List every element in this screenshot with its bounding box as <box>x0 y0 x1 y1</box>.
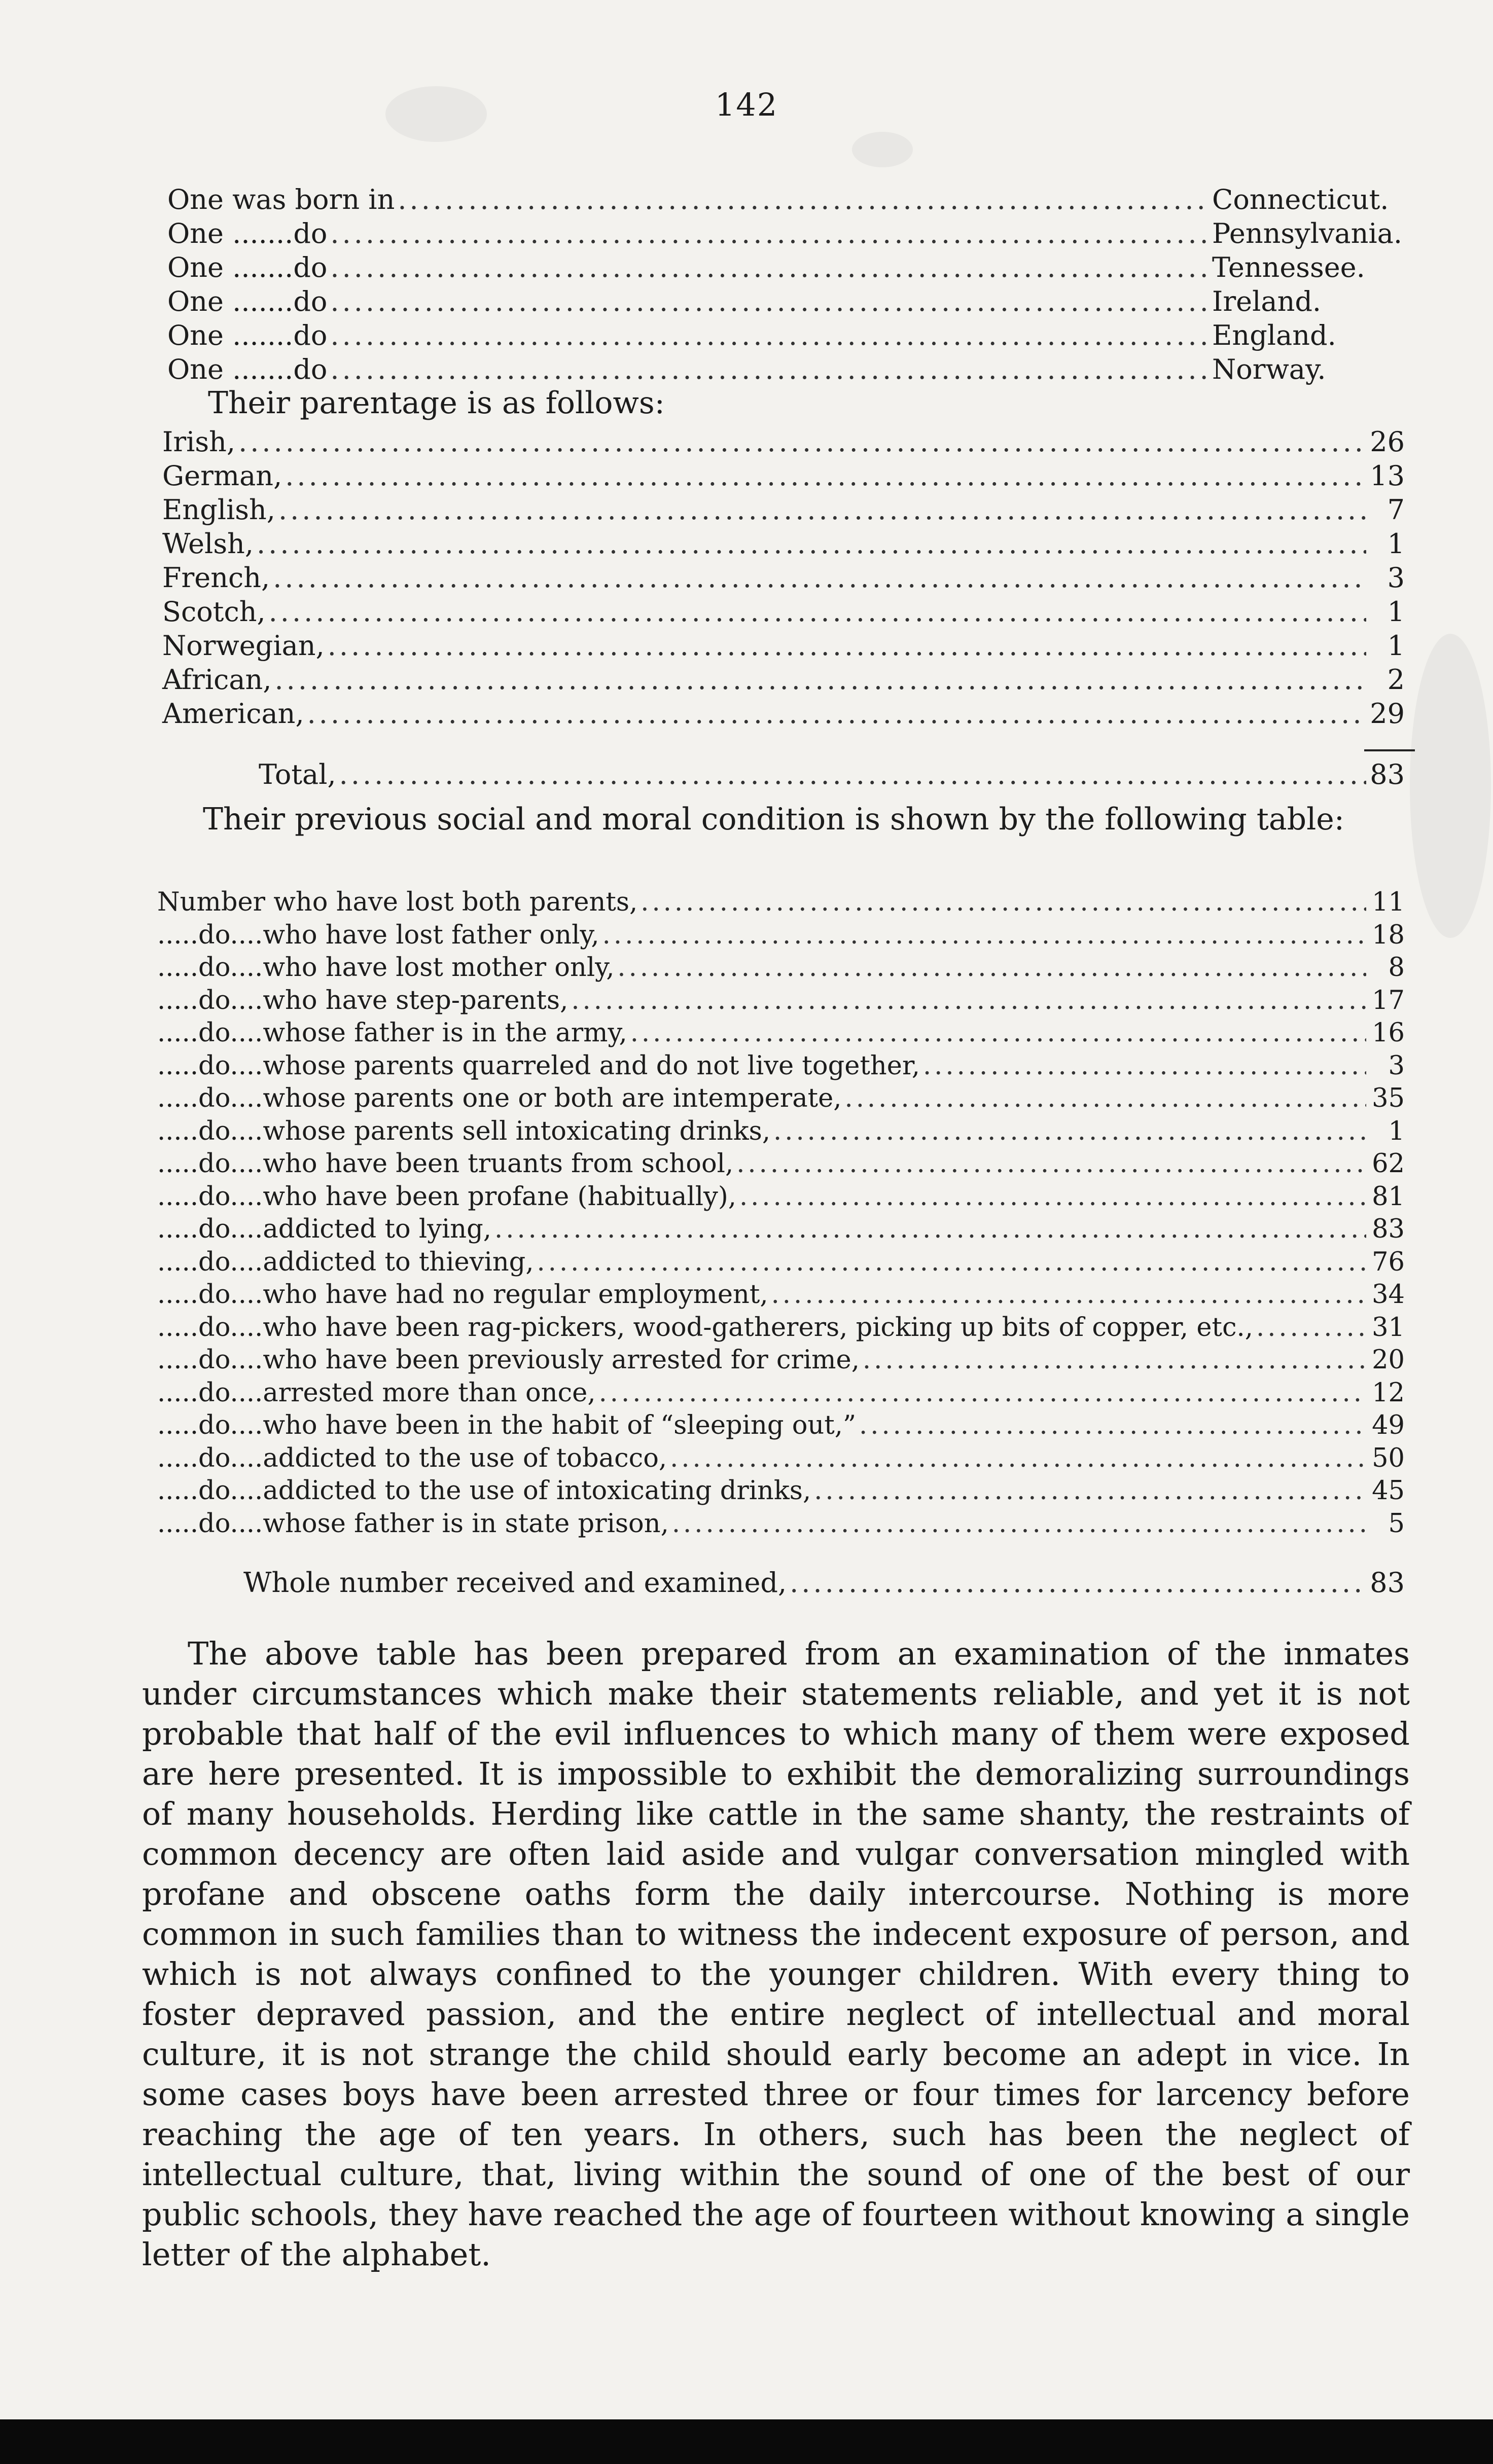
birthplace-row <box>167 250 1405 284</box>
row-value: 26 <box>1370 426 1405 458</box>
dot-leader <box>771 1279 1366 1312</box>
row-value: 83 <box>1372 1214 1405 1244</box>
row-label: .....do....who have been rag-pickers, wood-gatherers, picking up bits of copper, etc., <box>157 1312 1253 1343</box>
social-condition-table <box>157 886 1405 1540</box>
dot-leader <box>278 493 1366 527</box>
row-value: 1 <box>1387 596 1405 628</box>
row-value: 17 <box>1372 985 1405 1016</box>
condition-row <box>157 1377 1405 1410</box>
row-label: One was born in <box>167 184 395 215</box>
body-paragraph: The above table has been prepared from an examination of the inmates under circumstances which make their statements reliable, and yet it is not probable that half of the evil influences to which many of them were exposed are here presented. It is impossible to exhibit the demoralizing surroundings of many households. Herding like cattle in the same shanty, the restraints of common decency are often laid aside and vulgar conversation mingled with profane and obscene oaths form the daily intercourse. Nothing is more common in such families than to witness the indecent exposure of person, and which is not always confined to the younger children. With every thing to foster depraved passion, and the entire neglect of intellectual and moral culture, it is not strange the child should early become an adept in vice. In some cases boys have been arrested three or four times for larcency before reaching the age of ten years. In others, such has been the neglect of intellectual culture, that, living within the sound of one of the best of our public schools, they have reached the age of fourteen without knowing a single letter of the alphabet. <box>142 1635 1410 2273</box>
row-value: 3 <box>1387 562 1405 594</box>
dot-leader <box>328 629 1366 663</box>
row-label: .....do....addicted to the use of intoxicating drinks, <box>157 1476 811 1506</box>
row-label: .....do....addicted to thieving, <box>157 1247 534 1277</box>
row-label: One .......do <box>167 218 328 249</box>
condition-row <box>157 1508 1405 1541</box>
dot-leader <box>330 216 1209 250</box>
condition-row <box>157 1017 1405 1050</box>
row-label: .....do....arrested more than once, <box>157 1378 596 1408</box>
row-label: .....do....who have been truants from school, <box>157 1149 734 1179</box>
row-value: 12 <box>1372 1378 1405 1408</box>
dot-leader <box>599 1377 1366 1410</box>
row-value: 1 <box>1387 528 1405 560</box>
dot-leader <box>398 183 1209 216</box>
row-label: .....do....who have step-parents, <box>157 985 568 1016</box>
row-value: 50 <box>1372 1443 1405 1473</box>
condition-row <box>157 1213 1405 1246</box>
parentage-row <box>162 663 1405 697</box>
row-label: .....do....whose parents sell intoxicating drinks, <box>157 1116 771 1146</box>
row-value: Pennsylvania. <box>1212 218 1403 249</box>
condition-row <box>157 1475 1405 1508</box>
dot-leader <box>736 1148 1366 1181</box>
row-label: .....do....whose parents quarreled and do not live together, <box>157 1050 920 1081</box>
birthplace-row <box>167 183 1405 216</box>
row-value: 13 <box>1370 460 1405 492</box>
condition-row <box>157 1181 1405 1214</box>
condition-row <box>157 1344 1405 1377</box>
birthplace-row <box>167 318 1405 352</box>
row-label: .....do....who have lost mother only, <box>157 953 615 983</box>
row-value: England. <box>1212 319 1336 351</box>
parentage-row <box>162 629 1405 663</box>
condition-row <box>157 1442 1405 1475</box>
dot-leader <box>307 697 1366 731</box>
dot-leader <box>773 1115 1366 1148</box>
row-value: 31 <box>1372 1312 1405 1343</box>
parentage-row <box>162 527 1405 561</box>
dot-leader <box>739 1181 1366 1214</box>
row-label: .....do....who have had no regular employment, <box>157 1280 768 1310</box>
parentage-row <box>162 697 1405 731</box>
dot-leader <box>275 663 1367 697</box>
dot-leader <box>617 952 1366 985</box>
dot-leader <box>602 919 1366 952</box>
paper-smudge <box>852 132 913 167</box>
dot-leader <box>238 425 1366 459</box>
row-label: .....do....who have been previously arrested for crime, <box>157 1345 860 1375</box>
row-label: French, <box>162 562 270 594</box>
row-label: Scotch, <box>162 596 266 628</box>
dot-leader <box>790 1566 1366 1600</box>
dot-leader <box>494 1213 1366 1246</box>
dot-leader <box>863 1344 1366 1377</box>
whole-number-label: Whole number received and examined, <box>243 1567 787 1599</box>
parentage-row <box>162 561 1405 595</box>
row-label: .....do....whose father is in state prison, <box>157 1508 669 1539</box>
parentage-row <box>162 425 1405 459</box>
total-label: Total, <box>259 758 336 790</box>
row-value: 1 <box>1388 1116 1405 1146</box>
row-label: .....do....who have lost father only, <box>157 920 599 950</box>
row-value: 7 <box>1387 494 1405 526</box>
condition-row <box>157 1279 1405 1312</box>
row-value: 2 <box>1387 664 1405 696</box>
row-label: German, <box>162 460 282 492</box>
row-value: Connecticut. <box>1212 184 1389 215</box>
paper-smudge <box>1410 634 1491 938</box>
row-label: .....do....addicted to lying, <box>157 1214 492 1244</box>
whole-number-value: 83 <box>1370 1567 1405 1599</box>
dot-leader <box>814 1475 1366 1508</box>
dot-leader <box>330 250 1209 284</box>
condition-row <box>157 1246 1405 1279</box>
condition-row <box>157 1148 1405 1181</box>
dot-leader <box>330 284 1209 318</box>
dot-leader <box>859 1409 1366 1442</box>
condition-row <box>157 985 1405 1018</box>
row-label: African, <box>162 664 272 696</box>
dot-leader <box>672 1508 1366 1541</box>
row-label: Norwegian, <box>162 630 325 662</box>
row-label: One .......do <box>167 319 328 351</box>
row-value: 20 <box>1372 1345 1405 1375</box>
dot-leader <box>269 595 1366 629</box>
dot-leader <box>285 459 1366 493</box>
dot-leader <box>537 1246 1366 1279</box>
row-value: 81 <box>1372 1181 1405 1212</box>
row-value: 29 <box>1370 698 1405 730</box>
row-label: .....do....who have been profane (habitually), <box>157 1181 736 1212</box>
condition-row <box>157 1115 1405 1148</box>
row-value: 62 <box>1372 1149 1405 1179</box>
condition-row <box>157 1312 1405 1345</box>
parentage-table <box>162 425 1405 731</box>
condition-row <box>157 952 1405 985</box>
parentage-row <box>162 595 1405 629</box>
row-label: .....do....whose father is in the army, <box>157 1018 627 1048</box>
dot-leader <box>923 1050 1366 1083</box>
total-value: 83 <box>1370 758 1405 790</box>
dot-leader <box>630 1017 1366 1050</box>
dot-leader <box>330 318 1209 352</box>
row-label: .....do....whose parents one or both are intemperate, <box>157 1083 842 1113</box>
row-value: 35 <box>1372 1083 1405 1113</box>
row-label: English, <box>162 494 275 526</box>
dot-leader <box>844 1082 1366 1115</box>
row-value: 18 <box>1372 920 1405 950</box>
row-value: Tennessee. <box>1212 251 1365 283</box>
birthplace-row <box>167 216 1405 250</box>
birthplace-list <box>167 183 1405 386</box>
row-label: American, <box>162 698 304 730</box>
page-number: 142 <box>715 86 778 123</box>
row-label: Number who have lost both parents, <box>157 887 638 917</box>
row-label: One .......do <box>167 285 328 317</box>
dot-leader <box>257 527 1366 561</box>
row-label: .....do....addicted to the use of tobacco, <box>157 1443 667 1473</box>
row-value: 76 <box>1372 1247 1405 1277</box>
row-value: 34 <box>1372 1280 1405 1310</box>
whole-number-summary <box>243 1566 1405 1600</box>
parentage-heading: Their parentage is as follows: <box>208 385 665 421</box>
row-value: 16 <box>1372 1018 1405 1048</box>
condition-row <box>157 919 1405 952</box>
whole-number-row <box>243 1566 1405 1600</box>
total-row <box>259 757 1405 791</box>
row-value: 5 <box>1388 1508 1405 1539</box>
row-value: 45 <box>1372 1476 1405 1506</box>
row-label: One .......do <box>167 353 328 385</box>
row-value: 1 <box>1387 630 1405 662</box>
row-value: 49 <box>1372 1410 1405 1440</box>
row-label: Welsh, <box>162 528 254 560</box>
birthplace-row <box>167 352 1405 386</box>
condition-row <box>157 1082 1405 1115</box>
dot-leader <box>670 1442 1366 1475</box>
row-value: Ireland. <box>1212 285 1322 317</box>
row-value: Norway. <box>1212 353 1326 385</box>
dot-leader <box>571 985 1366 1018</box>
scan-border <box>0 2419 1493 2464</box>
row-value: 3 <box>1388 1050 1405 1081</box>
dot-leader <box>641 886 1366 919</box>
parentage-row <box>162 459 1405 493</box>
row-value: 8 <box>1388 953 1405 983</box>
birthplace-row <box>167 284 1405 318</box>
condition-row <box>157 886 1405 919</box>
parentage-row <box>162 493 1405 527</box>
total-rule <box>1364 749 1415 751</box>
condition-row <box>157 1050 1405 1083</box>
dot-leader <box>273 561 1366 595</box>
row-label: .....do....who have been in the habit of “sleeping out,” <box>157 1410 857 1440</box>
condition-row <box>157 1409 1405 1442</box>
row-value: 11 <box>1372 887 1405 917</box>
dot-leader <box>330 352 1209 386</box>
dot-leader <box>1256 1312 1366 1345</box>
row-label: One .......do <box>167 251 328 283</box>
row-label: Irish, <box>162 426 236 458</box>
dot-leader <box>339 757 1366 791</box>
social-heading: Their previous social and moral condition is shown by the following table: <box>203 802 1344 837</box>
parentage-total <box>259 757 1405 791</box>
